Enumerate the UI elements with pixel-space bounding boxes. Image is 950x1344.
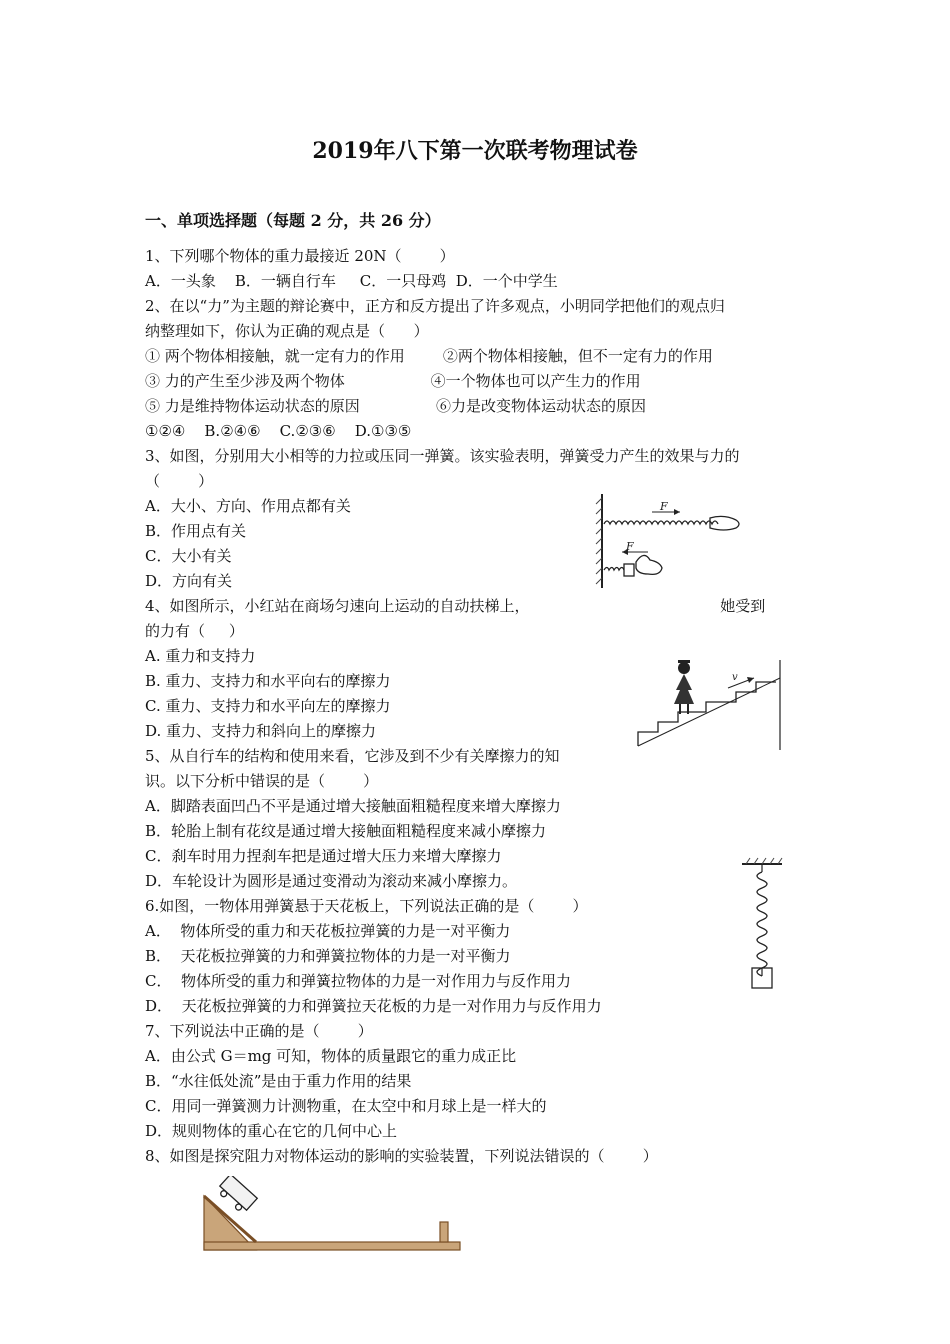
text-line: ③ 力的产生至少涉及两个物体 ④一个物体也可以产生力的作用 (145, 372, 641, 390)
text-line: A． 物体所受的重力和天花板拉弹簧的力是一对平衡力 (145, 922, 511, 940)
text-line: A．一头象 B．一辆自行车 C．一只母鸡 D．一个中学生 (145, 272, 558, 290)
text-line: A．大小、方向、作用点都有关 (145, 497, 351, 515)
text-line: 6.如图，一物体用弹簧悬于天花板上，下列说法正确的是（ ） (145, 897, 588, 915)
section-heading: 一、单项选择题（每题 2 分，共 26 分） (145, 211, 441, 230)
text-line: B. 重力、支持力和水平向右的摩擦力 (145, 672, 391, 690)
text-line: （ ） (145, 472, 214, 490)
ramp-track-figure (196, 1176, 464, 1256)
text-line: ①②④ B.②④⑥ C.②③⑥ D.①③⑤ (145, 422, 412, 440)
text-line: A．由公式 G＝mg 可知，物体的质量跟它的重力成正比 (145, 1047, 517, 1065)
text-line: 的力有（ ） (145, 622, 244, 640)
text-line: 8、如图是探究阻力对物体运动的影响的实验装置，下列说法错误的（ ） (145, 1147, 658, 1165)
text-line: 识。以下分析中错误的是（ ） (145, 772, 379, 790)
text-line: C. 重力、支持力和水平向左的摩擦力 (145, 697, 391, 715)
text-line: D．方向有关 (145, 572, 233, 590)
force-label-bottom: F (626, 540, 634, 553)
text-line: B．“水往低处流”是由于重力作用的结果 (145, 1072, 412, 1090)
text-line: 5、从自行车的结构和使用来看，它涉及到不少有关摩擦力的知 (145, 747, 560, 765)
text-line: C． 物体所受的重力和弹簧拉物体的力是一对作用力与反作用力 (145, 972, 572, 990)
text-line: A．脚踏表面凹凸不平是通过增大接触面粗糙程度来增大摩擦力 (145, 797, 561, 815)
text-line: 4、如图所示，小红站在商场匀速向上运动的自动扶梯上， 她受到 (145, 597, 766, 615)
text-line: ① 两个物体相接触，就一定有力的作用 ②两个物体相接触，但不一定有力的作用 (145, 347, 713, 365)
text-line: C．大小有关 (145, 547, 232, 565)
text-line: D．车轮设计为圆形是通过变滑动为滚动来减小摩擦力。 (145, 872, 518, 890)
escalator-figure (632, 658, 784, 754)
text-line: B．轮胎上制有花纹是通过增大接触面粗糙程度来减小摩擦力 (145, 822, 547, 840)
text-line: ⑤ 力是维持物体运动状态的原因 ⑥力是改变物体运动状态的原因 (145, 397, 647, 415)
velocity-label: v (732, 672, 738, 683)
text-line: 1、下列哪个物体的重力最接近 20N（ ） (145, 247, 455, 265)
text-line: A. 重力和支持力 (145, 647, 256, 665)
text-line: D. 重力、支持力和斜向上的摩擦力 (145, 722, 377, 740)
force-label-top: F (660, 500, 668, 513)
spring-force-figure (592, 492, 752, 590)
text-line: 7、下列说法中正确的是（ ） (145, 1022, 373, 1040)
text-line: C．用同一弹簧测力计测物重，在太空中和月球上是一样大的 (145, 1097, 547, 1115)
text-line: D．规则物体的重心在它的几何中心上 (145, 1122, 398, 1140)
text-line: 2、在以“力”为主题的辩论赛中，正方和反方提出了许多观点，小明同学把他们的观点归 (145, 297, 725, 315)
text-line: B．作用点有关 (145, 522, 247, 540)
text-line: B． 天花板拉弹簧的力和弹簧拉物体的力是一对平衡力 (145, 947, 511, 965)
text-line: D． 天花板拉弹簧的力和弹簧拉天花板的力是一对作用力与反作用力 (145, 997, 602, 1015)
page-title: 2019年八下第一次联考物理试卷 (312, 138, 638, 164)
text-line: C．刹车时用力捏刹车把是通过增大压力来增大摩擦力 (145, 847, 502, 865)
text-line: 纳整理如下，你认为正确的观点是（ ） (145, 322, 429, 340)
hanging-spring-figure (740, 856, 784, 990)
text-line: 3、如图，分别用大小相等的力拉或压同一弹簧。该实验表明，弹簧受力产生的效果与力的 (145, 447, 740, 465)
